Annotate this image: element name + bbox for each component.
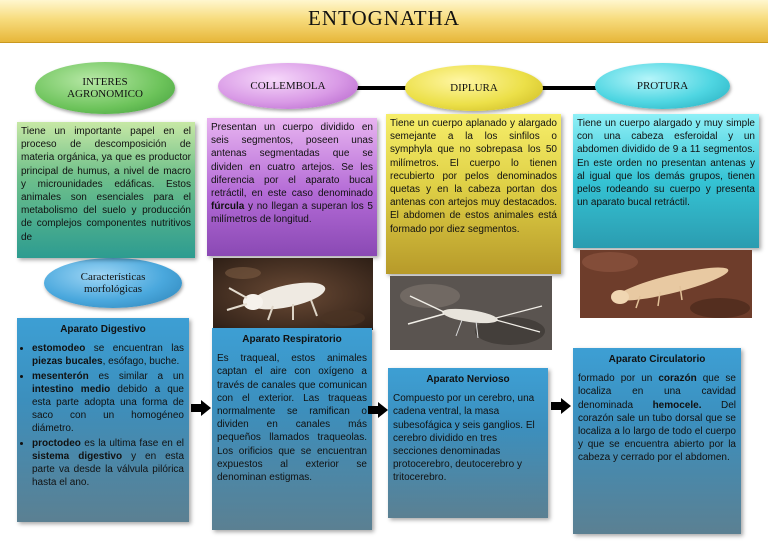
respiratorio-header: Aparato Respiratorio	[242, 334, 342, 345]
title-banner	[0, 0, 768, 43]
list-item: • proctodeo es la ultima fase en el sistema digestivo y en esta parte va desde la válvula pilórica hasta el ano.	[32, 437, 184, 490]
list-item: • mesenterón es similar a un intestino medio debido a que esta parte adopta una forma de saco con un homogéneo diámetro.	[32, 370, 184, 436]
interes-agronomico-text: Tiene un importante papel en el proceso de descomposición de materia orgánica, ya que es productor principal de humus, a nivel de macro y microunidades edáficas. Estos animales son esenciales para el metabolismo del suelo y producción de complejos componentes nutritivos de	[21, 126, 191, 243]
arrow-right-icon	[551, 398, 571, 414]
respiratorio-box	[212, 328, 372, 530]
circulatorio-text: formado por un corazón que se localiza en una cavidad denominada hemocele. Del corazón sale un tubo dorsal que se localiza a lo largo de todo el cuerpo y que se encuentra abierto por la cabeza y cerrado por el abdomen.	[578, 373, 736, 464]
connector-collembola-diplura	[355, 86, 410, 90]
arrow-right-icon	[191, 400, 211, 416]
protura-box	[573, 114, 759, 248]
respiratorio-text: Es traqueal, estos animales captan el aire con oxígeno a través de canales que comunican con el exterior. Las traqueas normalmente se ramifican o dividen en canales más pequeños llamados traqueolas. Los orificios que se encuentran expuestos al exterior se denominan estigmas.	[217, 353, 367, 484]
nervioso-text: Compuesto por un cerebro, una cadena ventral, la masa subesofágica y seis ganglios. El cerebro dividido en tres secciones denominadas protocerebro, deutocerebro y tritocerebro.	[393, 393, 535, 484]
digestivo-list	[22, 342, 184, 489]
digestivo-header: Aparato Digestivo	[60, 324, 146, 335]
collembola-photo	[213, 258, 373, 330]
oval-protura: PROTURA	[595, 63, 730, 109]
oval-caracteristicas-morfologicas: Características morfológicas	[44, 258, 182, 308]
oval-collembola: COLLEMBOLA	[218, 63, 358, 109]
list-item: • estomodeo se encuentran las piezas bucales, esófago, buche.	[32, 342, 184, 368]
diplura-box	[386, 114, 561, 274]
oval-interes-agronomico: INTERES AGRONOMICO	[35, 62, 175, 114]
page-title: ENTOGNATHA	[308, 6, 460, 30]
nervioso-box	[388, 368, 548, 518]
collembola-text: Presentan un cuerpo dividido en seis segmentos, poseen unas antenas segmentadas que se dividen en cuatro artejos. Se les diferencia por el aparato bucal retráctil, en este caso denominado fúrcula y no llegan a superan los 5 milímetros de longitud.	[211, 122, 373, 226]
nervioso-header: Aparato Nervioso	[426, 374, 510, 385]
circulatorio-header: Aparato Circulatorio	[608, 354, 706, 365]
circulatorio-box	[573, 348, 741, 534]
diplura-photo	[390, 276, 552, 350]
collembola-box	[207, 118, 377, 256]
oval-diplura: DIPLURA	[405, 65, 543, 111]
connector-diplura-protura	[540, 86, 600, 90]
protura-text: Tiene un cuerpo alargado y muy simple con una cabeza esferoidal y un abdomen dividido de 9 a 11 segmentos. En este orden no presentan antenas y al igual que los demás grupos, tienen pelos rodeando su cuerpo y presenta un aparato bucal retráctil.	[577, 118, 755, 209]
digestivo-box	[17, 318, 189, 522]
arrow-right-icon	[368, 402, 388, 418]
interes-agronomico-box	[17, 122, 195, 258]
diplura-text: Tiene un cuerpo aplanado y alargado semejante a la los sinfilos o symphyla que no sobrepasa los 50 milímetros. El cuerpo lo tienen recubierto por pelos denominados quetas y en la cabeza portan dos antenas con artejos muy destacados. El abdomen de estos animales está formado por diez segmentos.	[390, 118, 557, 235]
protura-photo	[580, 250, 752, 318]
